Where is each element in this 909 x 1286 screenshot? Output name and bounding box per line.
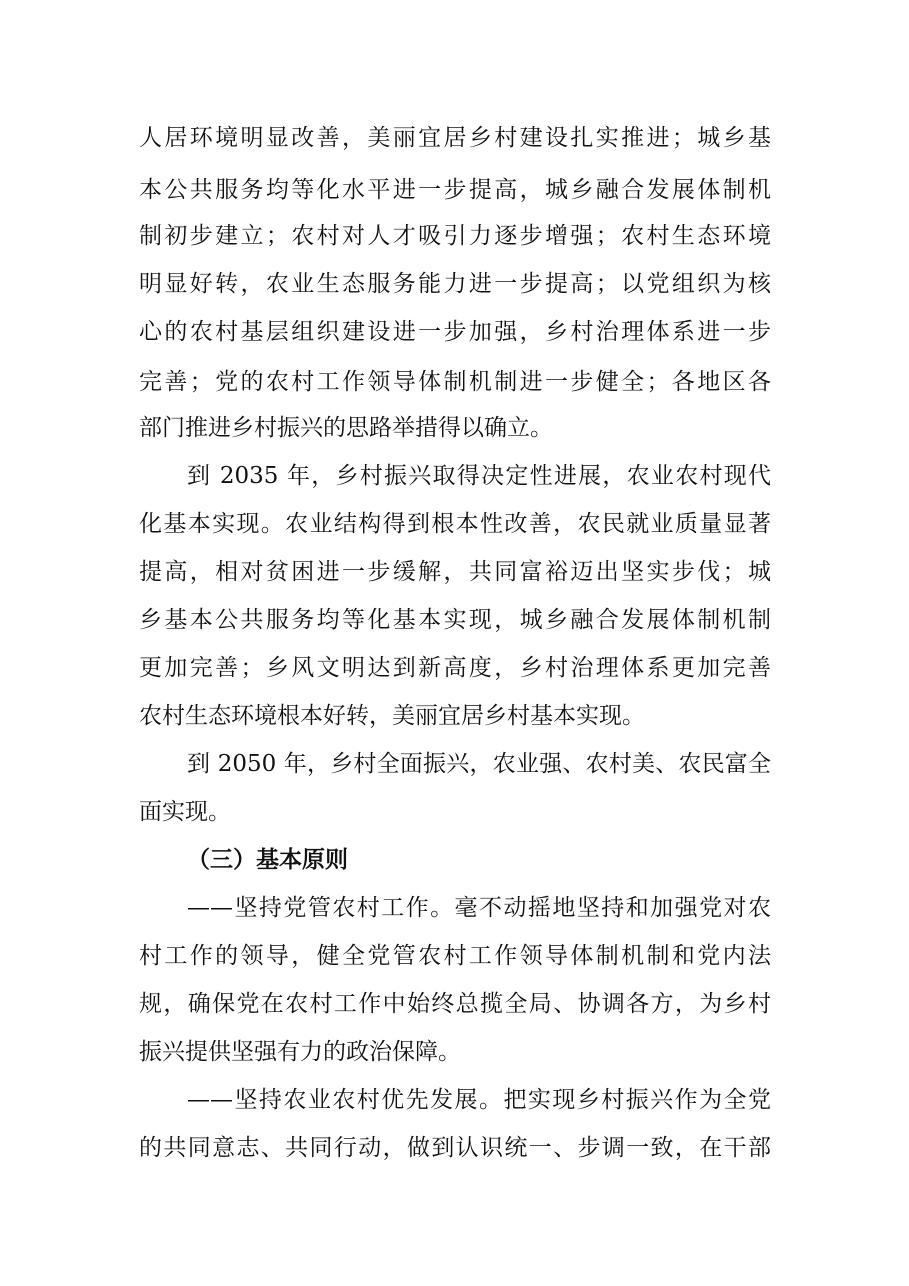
paragraph-line: 到 2050 年，乡村全面振兴，农业强、农村美、农民富全 [187, 751, 771, 777]
paragraph-line: 提高，相对贫困进一步缓解，共同富裕迈出坚实步伐；城 [139, 559, 771, 585]
paragraph-line: 本公共服务均等化水平进一步提高，城乡融合发展体制机 [139, 177, 771, 203]
paragraph-line: 化基本实现。农业结构得到根本性改善，农民就业质量显著 [139, 511, 771, 537]
paragraph-line: 更加完善；乡风文明达到新高度，乡村治理体系更加完善 [139, 655, 771, 681]
paragraph-line: 完善；党的农村工作领导体制机制进一步健全；各地区各 [139, 369, 771, 395]
paragraph-line: ——坚持农业农村优先发展。把实现乡村振兴作为全党 [187, 1087, 771, 1113]
paragraph-line: 振兴提供坚强有力的政治保障。 [139, 1039, 461, 1065]
section-heading: （三）基本原则 [187, 847, 348, 873]
paragraph-line: 部门推进乡村振兴的思路举措得以确立。 [139, 415, 553, 441]
paragraph-line: 的共同意志、共同行动，做到认识统一、步调一致，在干部 [139, 1135, 771, 1161]
paragraph-line: 乡基本公共服务均等化基本实现，城乡融合发展体制机制 [139, 607, 771, 633]
paragraph-line: 心的农村基层组织建设进一步加强，乡村治理体系进一步 [139, 319, 771, 345]
paragraph-line: 规，确保党在农村工作中始终总揽全局、协调各方，为乡村 [139, 991, 771, 1017]
paragraph-line: 农村生态环境根本好转，美丽宜居乡村基本实现。 [139, 703, 645, 729]
paragraph-line: ——坚持党管农村工作。毫不动摇地坚持和加强党对农 [187, 895, 771, 921]
paragraph-line: 制初步建立；农村对人才吸引力逐步增强；农村生态环境 [139, 223, 771, 249]
paragraph-line: 到 2035 年，乡村振兴取得决定性进展，农业农村现代 [187, 463, 771, 489]
paragraph-line: 面实现。 [139, 799, 231, 825]
paragraph-line: 人居环境明显改善，美丽宜居乡村建设扎实推进；城乡基 [139, 125, 771, 151]
paragraph-line: 明显好转，农业生态服务能力进一步提高；以党组织为核 [139, 271, 771, 297]
paragraph-line: 村工作的领导，健全党管农村工作领导体制机制和党内法 [139, 943, 771, 969]
